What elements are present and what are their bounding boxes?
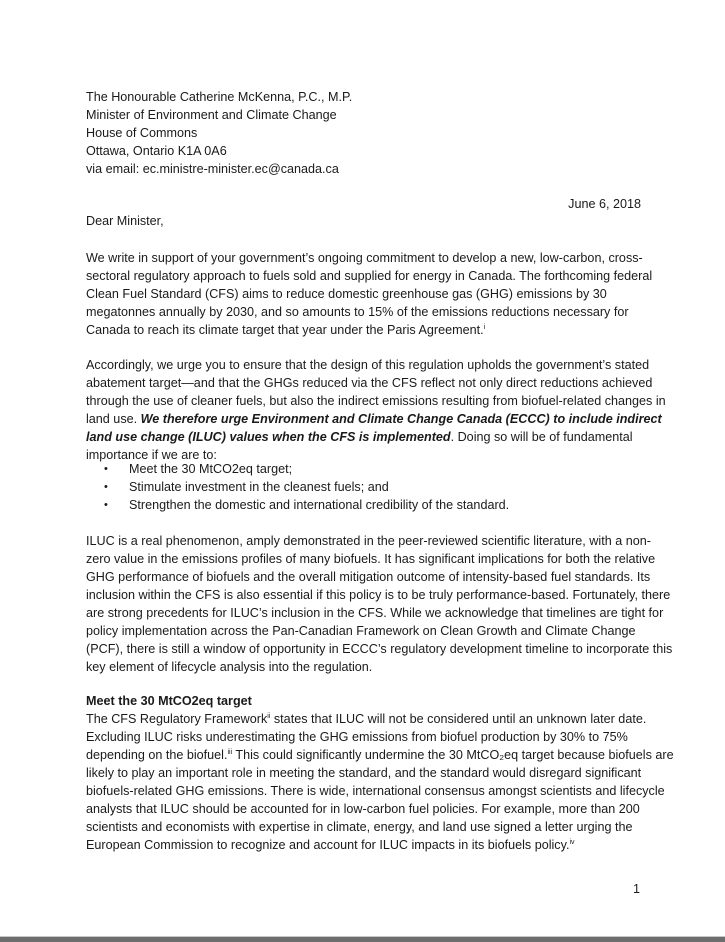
text-line: abatement target—and that the GHGs reduced via the CFS reflect not only direct reductions achieved [86,376,653,390]
section-meet-target [86,692,674,854]
text-line: GHG performance of biofuels and the overall mitigation outcome of intensity-based fuel standards. Its [86,570,651,584]
list-item-text: Meet the 30 MtCO2eq target; [129,462,293,476]
text-line [86,710,646,728]
page-number: 1 [632,882,640,896]
recipient-address-block [86,88,352,178]
text-line: biofuels-related GHG emissions. There is wide, international consensus amongst scientists and lifecycle [86,784,665,798]
text-line: Accordingly, we urge you to ensure that the design of this regulation upholds the government’s stated [86,358,650,372]
emphasis-text: land use change (ILUC) values when the CFS is implemented [86,430,451,444]
bullet-icon: • [104,499,108,512]
emphasis-text: We therefore urge Environment and Climate Change Canada (ECCC) to include indirect [140,412,662,426]
list-item [104,460,509,478]
text-line: Clean Fuel Standard (CFS) aims to reduce domestic greenhouse gas (GHG) emissions by 30 [86,287,607,301]
recipient-address: Ottawa, Ontario K1A 0A6 [86,144,227,158]
text-line: sectoral regulatory approach to fuels sold and supplied for energy in Canada. The forthcoming federal [86,269,653,283]
text-line [86,321,646,339]
bullet-icon: • [104,481,108,494]
recipient-email: via email: ec.ministre-minister.ec@canada.ca [86,162,339,176]
text-run: states that ILUC will not be considered until an unknown later date. [270,712,647,726]
text-run: . Doing so will be of fundamental [450,430,633,444]
paragraph-intro [86,249,653,339]
viewer-bottom-edge [0,937,725,942]
text-line: megatonnes annually by 2030, and so amounts to 15% of the emissions reductions necessary for [86,305,629,319]
text-run: depending on the biofuel. [86,748,228,762]
text-line: scientists and economists with expertise in climate, energy, and land use signed a letter urging the [86,820,633,834]
text-run: This could significantly undermine the 30 MtCO₂eq target because biofuels are [232,748,674,762]
list-item [104,496,509,514]
text-line [86,410,662,428]
paragraph-iluc [86,532,673,676]
endnote-ref: i [483,324,486,331]
bullet-list [104,460,509,515]
text-line: policy implementation across the Pan-Canadian Framework on Clean Growth and Climate Change [86,624,636,638]
endnote-ref: ii [267,713,271,720]
text-line [86,836,646,854]
bullet-icon: • [104,463,108,475]
text-line: importance if we are to: [86,448,217,462]
paragraph-request [86,356,666,464]
text-line: analysts that ILUC should be accounted for in low-carbon fuel policies. For example, more than 200 [86,802,640,816]
text-run: land use. [86,412,138,426]
text-line [86,746,674,764]
text-line: (PCF), there is still a window of opportunity in ECCC’s regulatory development timeline to incorporate this [86,642,673,656]
list-item-text: Strengthen the domestic and international credibility of the standard. [129,498,510,513]
text-line: ILUC is a real phenomenon, amply demonstrated in the peer-reviewed scientific literature, with a non- [86,534,651,548]
text-line: inclusion within the CFS is also essential if this policy is to be truly performance-based. Fortunately, there [86,588,671,602]
section-heading: Meet the 30 MtCO2eq target [86,694,252,708]
text-line: Excluding ILUC risks underestimating the GHG emissions from biofuel production by 30% to 75% [86,730,628,744]
text-run: European Commission to recognize and account for ILUC impacts in its biofuels policy. [86,838,570,852]
text-line: key element of lifecycle analysis into the regulation. [86,660,373,674]
text-line: are strong precedents for ILUC’s inclusion in the CFS. While we acknowledge that timelines are tight for [86,606,664,620]
list-item [104,478,509,496]
text-line: likely to play an important role in meeting the standard, and the standard would disregard significant [86,766,642,780]
text-line [86,428,646,446]
text-run: Canada to reach its climate target that year under the Paris Agreement. [86,323,484,337]
list-item-text: Stimulate investment in the cleanest fuels; and [129,480,389,495]
text-line: zero value in the emissions profiles of many biofuels. It has significant implications for both the relative [86,552,656,566]
text-line: We write in support of your government’s ongoing commitment to develop a new, low-carbon, cross- [86,251,643,265]
text-run: The CFS Regulatory Framework [86,712,268,726]
recipient-title: Minister of Environment and Climate Change [86,108,337,122]
endnote-ref: iv [569,839,575,846]
letter-date: June 6, 2018 [568,197,641,211]
endnote-ref: iii [227,749,233,756]
text-line: through the use of cleaner fuels, but also the indirect emissions resulting from biofuel-related changes in [86,394,666,408]
recipient-name: The Honourable Catherine McKenna, P.C., M.P. [86,90,353,104]
recipient-house: House of Commons [86,126,198,140]
salutation: Dear Minister, [86,214,164,228]
